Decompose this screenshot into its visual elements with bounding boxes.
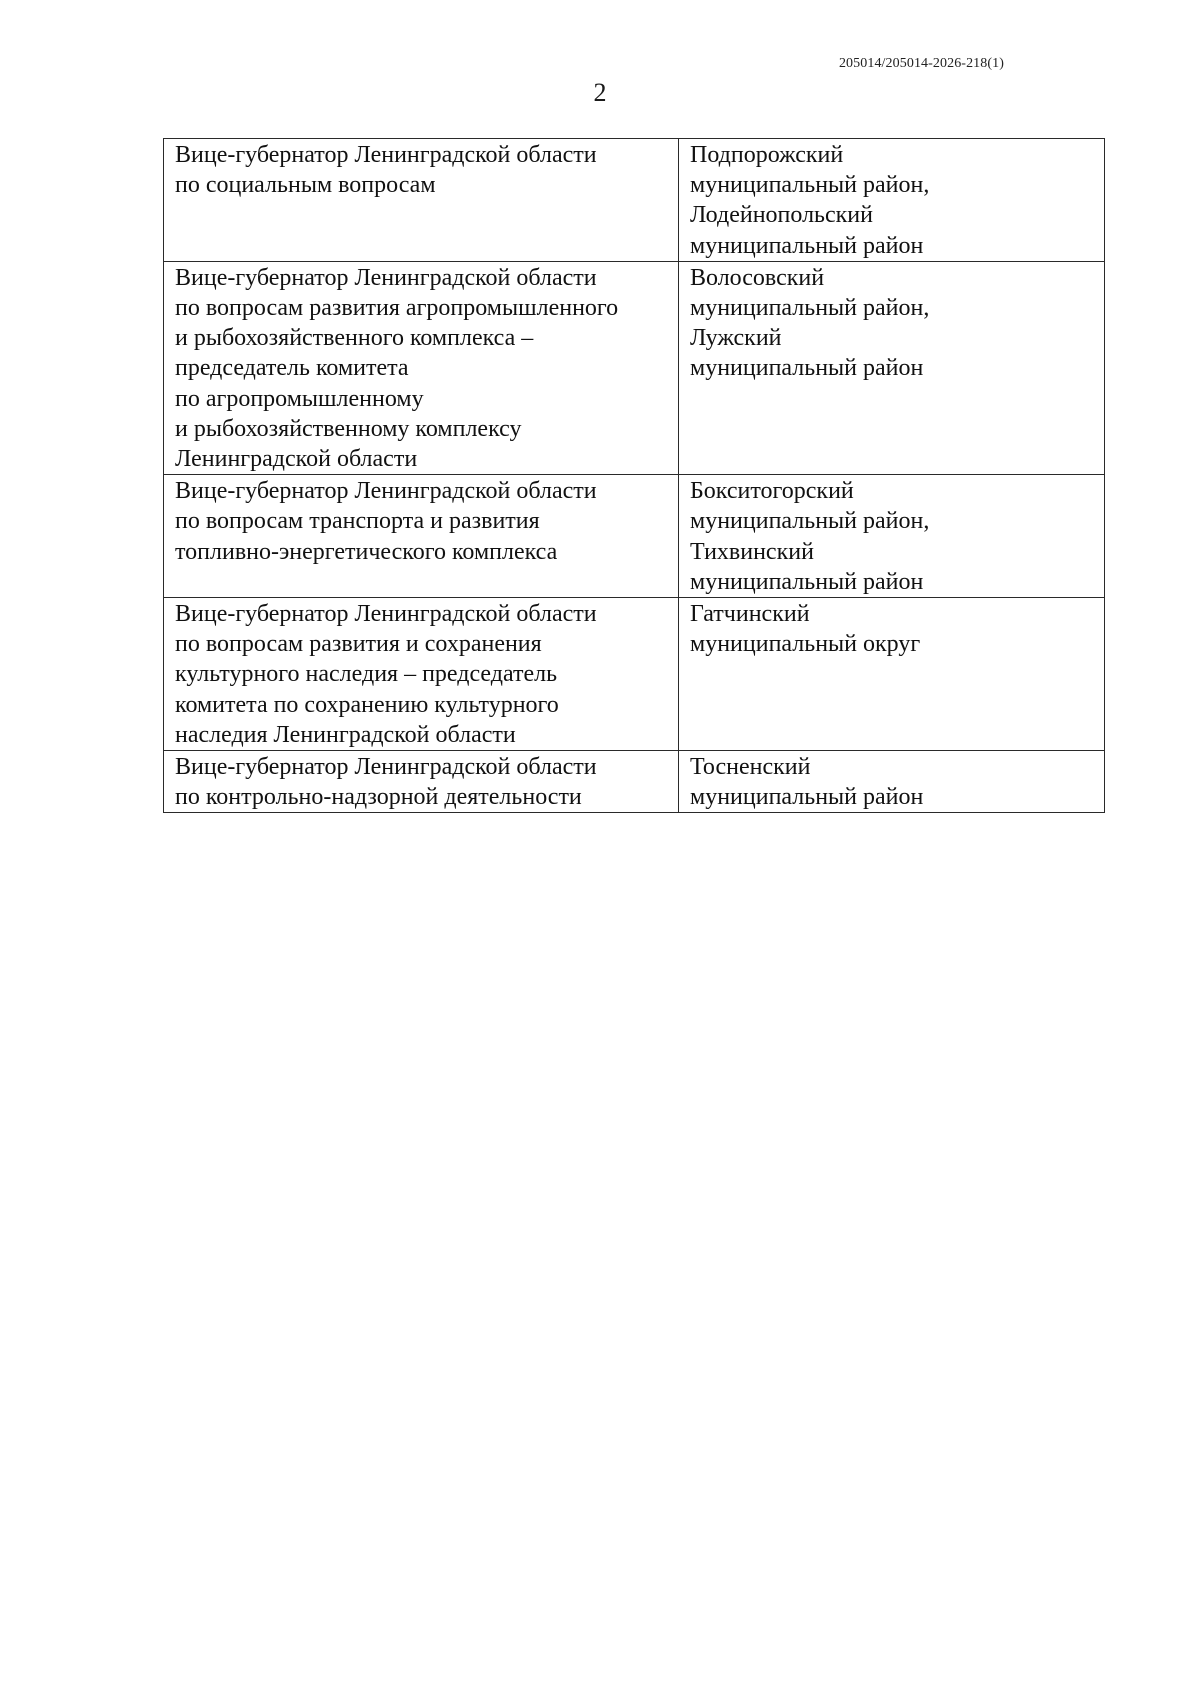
official-line: Вице-губернатор Ленинградской области: [175, 142, 597, 168]
official-line: Вице-губернатор Ленинградской области: [175, 264, 597, 291]
official-line: культурного наследия – председатель: [175, 661, 558, 688]
official-line: по вопросам развития агропромышленного: [175, 295, 619, 322]
official-line: Ленинградской области: [175, 446, 418, 473]
official-cell: [164, 261, 679, 474]
official-line: наследия Ленинградской области: [175, 721, 516, 748]
official-cell: [164, 751, 679, 813]
districts-cell: [679, 475, 1105, 598]
table-row: [164, 751, 1105, 813]
official-line: и рыбохозяйственному комплексу: [175, 415, 522, 442]
district-line: Подпорожский: [690, 142, 844, 168]
district-line: муниципальный район: [690, 232, 924, 259]
page-number: 2: [593, 78, 607, 107]
district-line: Гатчинский: [690, 601, 810, 628]
table-row: [164, 139, 1105, 262]
official-line: топливно-энергетического комплекса: [175, 538, 558, 565]
district-line: муниципальный район,: [690, 172, 930, 199]
district-line: Тихвинский: [690, 538, 814, 565]
official-line: Вице-губернатор Ленинградской области: [175, 478, 597, 505]
official-cell: [164, 475, 679, 598]
districts-cell: [679, 139, 1105, 262]
official-line: по контрольно-надзорной деятельности: [175, 784, 582, 811]
official-line: председатель комитета: [175, 355, 409, 382]
district-line: Тосненский: [690, 754, 811, 781]
table-row: [164, 261, 1105, 474]
official-line: Вице-губернатор Ленинградской области: [175, 754, 597, 781]
assignment-table: [163, 138, 1105, 813]
table-row: [164, 598, 1105, 751]
document-id: 205014/205014-2026-218(1): [838, 56, 1004, 71]
district-line: Лодейнопольский: [690, 202, 873, 229]
official-line: по социальным вопросам: [175, 172, 436, 199]
official-line: комитета по сохранению культурного: [175, 691, 559, 718]
official-line: по агропромышленному: [175, 385, 424, 412]
table-row: [164, 475, 1105, 598]
district-line: муниципальный район: [690, 568, 924, 595]
official-line: Вице-губернатор Ленинградской области: [175, 601, 597, 628]
district-line: Волосовский: [690, 264, 825, 291]
district-line: муниципальный район: [690, 355, 924, 382]
district-line: муниципальный округ: [690, 631, 921, 658]
table-body: [164, 139, 1105, 813]
official-cell: [164, 598, 679, 751]
official-line: по вопросам транспорта и развития: [175, 508, 540, 535]
district-line: Бокситогорский: [690, 478, 854, 505]
districts-cell: [679, 751, 1105, 813]
official-cell: [164, 139, 679, 262]
districts-cell: [679, 261, 1105, 474]
district-line: муниципальный район,: [690, 295, 930, 322]
official-line: и рыбохозяйственного комплекса –: [175, 325, 534, 352]
district-line: Лужский: [690, 325, 782, 352]
official-line: по вопросам развития и сохранения: [175, 631, 542, 658]
district-line: муниципальный район,: [690, 508, 930, 535]
district-line: муниципальный район: [690, 784, 924, 811]
districts-cell: [679, 598, 1105, 751]
